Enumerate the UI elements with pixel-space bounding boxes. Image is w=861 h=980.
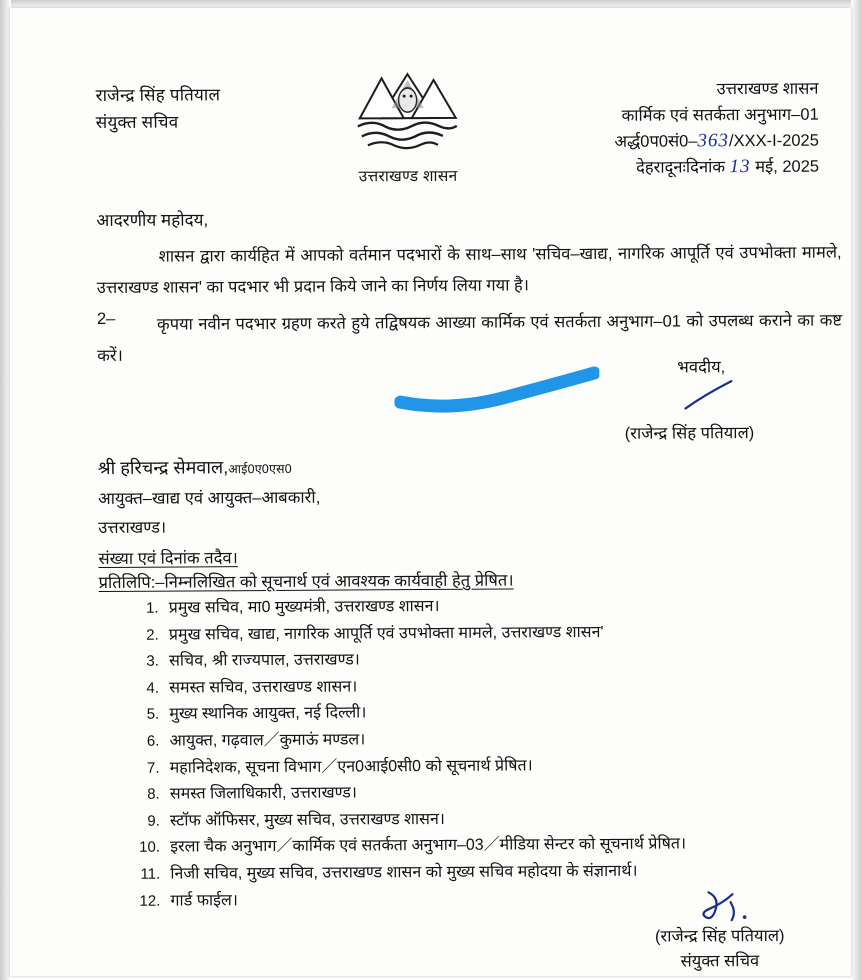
- date-handwritten: 13: [729, 156, 751, 178]
- addressee-designation: आयुक्त–खाद्य एवं आयुक्त–आबकारी,: [98, 488, 321, 509]
- addressee-name-line: [98, 453, 320, 485]
- paragraph-2: कृपया नवीन पदभार ग्रहण करते हुये तद्विषयक आख्या कार्मिक एवं सतर्कता अनुभाग–01 को उपलब्ध कराने का कष्ट करें।: [97, 311, 843, 366]
- file-number-handwritten: 363: [697, 130, 730, 152]
- list-item: 9. स्टॉफ ऑफिसर, मुख्य सचिव, उत्तराखण्ड शासन।: [164, 804, 851, 835]
- signature-mark-top: [681, 378, 737, 412]
- list-item: 4. समस्त सचिव, उत्तराखण्ड शासन।: [163, 671, 851, 702]
- sender-name: राजेन्द्र सिंह पतियाल: [95, 85, 221, 106]
- list-item: 11. निजी सचिव, मुख्य सचिव, उत्तराखण्ड शासन को मुख्य सचिव महोदया के संज्ञानार्थ।: [164, 857, 851, 888]
- signer-name-top: (राजेन्द्र सिंह पतियाल): [624, 424, 755, 443]
- file-number-prefix: अर्द्ध0प0सं0–: [614, 132, 698, 151]
- letter-content: [10, 8, 851, 976]
- date-line: [615, 154, 820, 181]
- footer-signature-block: [625, 924, 815, 975]
- footer-signature-designation: संयुक्त सचिव: [680, 951, 760, 971]
- salutation: आदरणीय महोदय,: [96, 210, 209, 231]
- blue-highlight-annotation: [394, 365, 599, 414]
- addressee-name-suffix: आई0ए0एस0: [228, 461, 292, 477]
- list-item: 12. गार्ड फाईल।: [164, 884, 851, 915]
- emblem-block: [347, 70, 468, 187]
- uttarakhand-state-emblem-icon: [347, 70, 468, 163]
- paragraph-1: शासन द्वारा कार्यहित में आपको वर्तमान पदभारों के साथ–साथ 'सचिव–खाद्य, नागरिक आपूर्ति एवं उपभोक्ता मामले, उत्तराखण्ड शासन' का पदभार भी प्रदान किये जाने का निर्णय लिया गया है।: [96, 243, 842, 298]
- copy-to-heading: प्रतिलिपि:–निम्नलिखित को सूचनार्थ एवं आवश्यक कार्यवाही हेतु प्रेषित।: [98, 571, 514, 593]
- addressee-block: [98, 453, 321, 543]
- list-item: 7. महानिदेशक, सूचना विभाग／एन0आई0सी0 को सूचनार्थ प्रेषित।: [164, 751, 851, 782]
- list-item: 1. प्रमुख सचिव, मा0 मुख्यमंत्री, उत्तराखण्ड शासन।: [163, 591, 851, 622]
- date-prefix: देहरादूनःदिनांक: [636, 158, 726, 177]
- list-item: 6. आयुक्त, गढ़वाल／कुमाऊं मण्डल।: [163, 724, 851, 755]
- list-item: 2. प्रमुख सचिव, खाद्य, नागरिक आपूर्ति एवं उपभोक्ता मामले, उत्तराखण्ड शासन': [163, 618, 851, 649]
- authority-line-2: कार्मिक एवं सतर्कता अनुभाग–01: [621, 105, 819, 125]
- signature-mark-bottom: [700, 886, 752, 926]
- file-number-line: [614, 128, 819, 155]
- addressee-name: श्री हरिचन्द्र सेमवाल,: [97, 457, 229, 479]
- paragraph-2-number: 2–: [96, 309, 116, 329]
- closing-line: भवदीय,: [677, 358, 726, 377]
- file-number-suffix: /XXX-I-2025: [728, 131, 819, 151]
- list-item: 3. सचिव, श्री राज्यपाल, उत्तराखण्ड।: [163, 644, 851, 675]
- addressee-state: उत्तराखण्ड।: [98, 518, 167, 538]
- footer-signature-name: (राजेन्द्र सिंह पतियाल): [654, 926, 785, 946]
- list-item: 10. इरला चैक अनुभाग／कार्मिक एवं सतर्कता अनुभाग–03／मीडिया सेन्टर को सूचनार्थ प्रेषित।: [164, 831, 851, 862]
- list-item: 5. मुख्य स्थानिक आयुक्त, नई दिल्ली।: [163, 698, 851, 729]
- emblem-caption: उत्तराखण्ड शासन: [358, 167, 458, 186]
- sender-block: [96, 81, 221, 136]
- copy-to-list: [123, 591, 851, 915]
- date-suffix: मई, 2025: [755, 157, 820, 177]
- list-item: 8. समस्त जिलाधिकारी, उत्तराखण्ड।: [164, 777, 851, 808]
- issuing-authority-block: [614, 76, 819, 181]
- reference-number-line: संख्या एवं दिनांक तदैव।: [98, 549, 238, 569]
- letter-sheet: [10, 8, 851, 976]
- authority-line-1: उत्तराखण्ड शासन: [716, 79, 819, 99]
- sender-designation: संयुक्त सचिव: [95, 112, 179, 133]
- page-edge-right: [851, 0, 861, 980]
